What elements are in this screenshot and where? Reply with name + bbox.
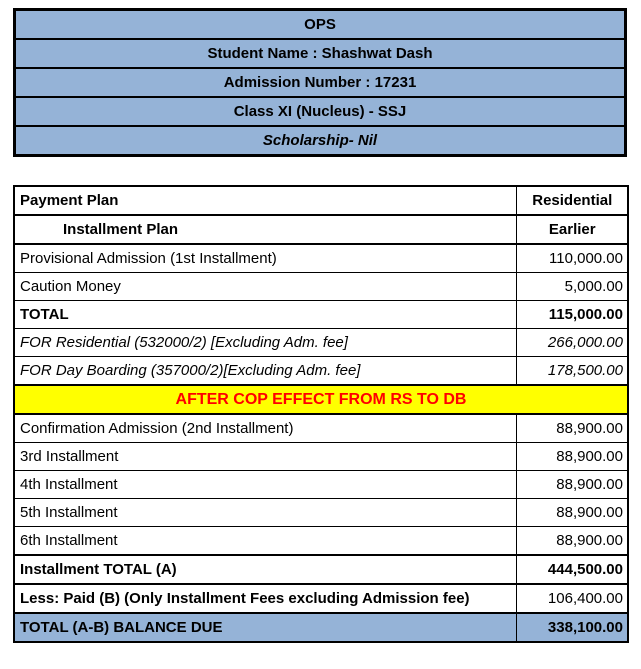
- for-day-boarding-row: [14, 357, 628, 386]
- row-value: 178,500.00: [516, 357, 628, 386]
- admission-number: Admission Number : 17231: [15, 68, 626, 97]
- row-value: 110,000.00: [516, 244, 628, 273]
- student-name: Student Name : Shashwat Dash: [15, 39, 626, 68]
- table-row: [14, 527, 628, 556]
- installment-plan-type: Earlier: [516, 215, 628, 244]
- for-residential-row: [14, 329, 628, 357]
- less-paid-label: Less: Paid (B) (Only Installment Fees excluding Admission fee): [14, 584, 516, 613]
- installment-plan-label: Installment Plan: [14, 215, 516, 244]
- row-value: 88,900.00: [516, 527, 628, 556]
- row-label: 5th Installment: [14, 499, 516, 527]
- row-label: 6th Installment: [14, 527, 516, 556]
- student-info-table: [13, 8, 627, 157]
- balance-due-value: 338,100.00: [516, 613, 628, 642]
- row-label: Caution Money: [14, 273, 516, 301]
- table-row: [14, 443, 628, 471]
- row-value: 266,000.00: [516, 329, 628, 357]
- scholarship: Scholarship- Nil: [15, 126, 626, 156]
- row-value: 88,900.00: [516, 471, 628, 499]
- total-row: [14, 301, 628, 329]
- table-row: [14, 244, 628, 273]
- section-banner: AFTER COP EFFECT FROM RS TO DB: [14, 385, 628, 414]
- row-value: 88,900.00: [516, 499, 628, 527]
- balance-due-label: TOTAL (A-B) BALANCE DUE: [14, 613, 516, 642]
- payment-plan-label: Payment Plan: [14, 186, 516, 215]
- table-row: [14, 414, 628, 443]
- payment-plan-header-row: [14, 186, 628, 215]
- payment-plan-table: [13, 185, 629, 643]
- class-section: Class XI (Nucleus) - SSJ: [15, 97, 626, 126]
- installment-plan-header-row: [14, 215, 628, 244]
- row-label: 3rd Installment: [14, 443, 516, 471]
- table-row: [15, 97, 626, 126]
- less-paid-row: [14, 584, 628, 613]
- row-value: 5,000.00: [516, 273, 628, 301]
- table-row: [15, 39, 626, 68]
- row-label: 4th Installment: [14, 471, 516, 499]
- installment-total-label: Installment TOTAL (A): [14, 555, 516, 584]
- ops-title: OPS: [15, 10, 626, 40]
- row-label: Confirmation Admission (2nd Installment): [14, 414, 516, 443]
- table-row: [15, 10, 626, 40]
- installment-total-row: [14, 555, 628, 584]
- table-row: [14, 499, 628, 527]
- table-row: [14, 273, 628, 301]
- total-value: 115,000.00: [516, 301, 628, 329]
- total-label: TOTAL: [14, 301, 516, 329]
- row-label: FOR Day Boarding (357000/2)[Excluding Adm. fee]: [14, 357, 516, 386]
- balance-due-row: [14, 613, 628, 642]
- section-banner-row: [14, 385, 628, 414]
- row-value: 88,900.00: [516, 443, 628, 471]
- payment-plan-type: Residential: [516, 186, 628, 215]
- table-row: [15, 68, 626, 97]
- table-row: [14, 471, 628, 499]
- table-row: [15, 126, 626, 156]
- less-paid-value: 106,400.00: [516, 584, 628, 613]
- installment-total-value: 444,500.00: [516, 555, 628, 584]
- row-value: 88,900.00: [516, 414, 628, 443]
- row-label: Provisional Admission (1st Installment): [14, 244, 516, 273]
- row-label: FOR Residential (532000/2) [Excluding Adm. fee]: [14, 329, 516, 357]
